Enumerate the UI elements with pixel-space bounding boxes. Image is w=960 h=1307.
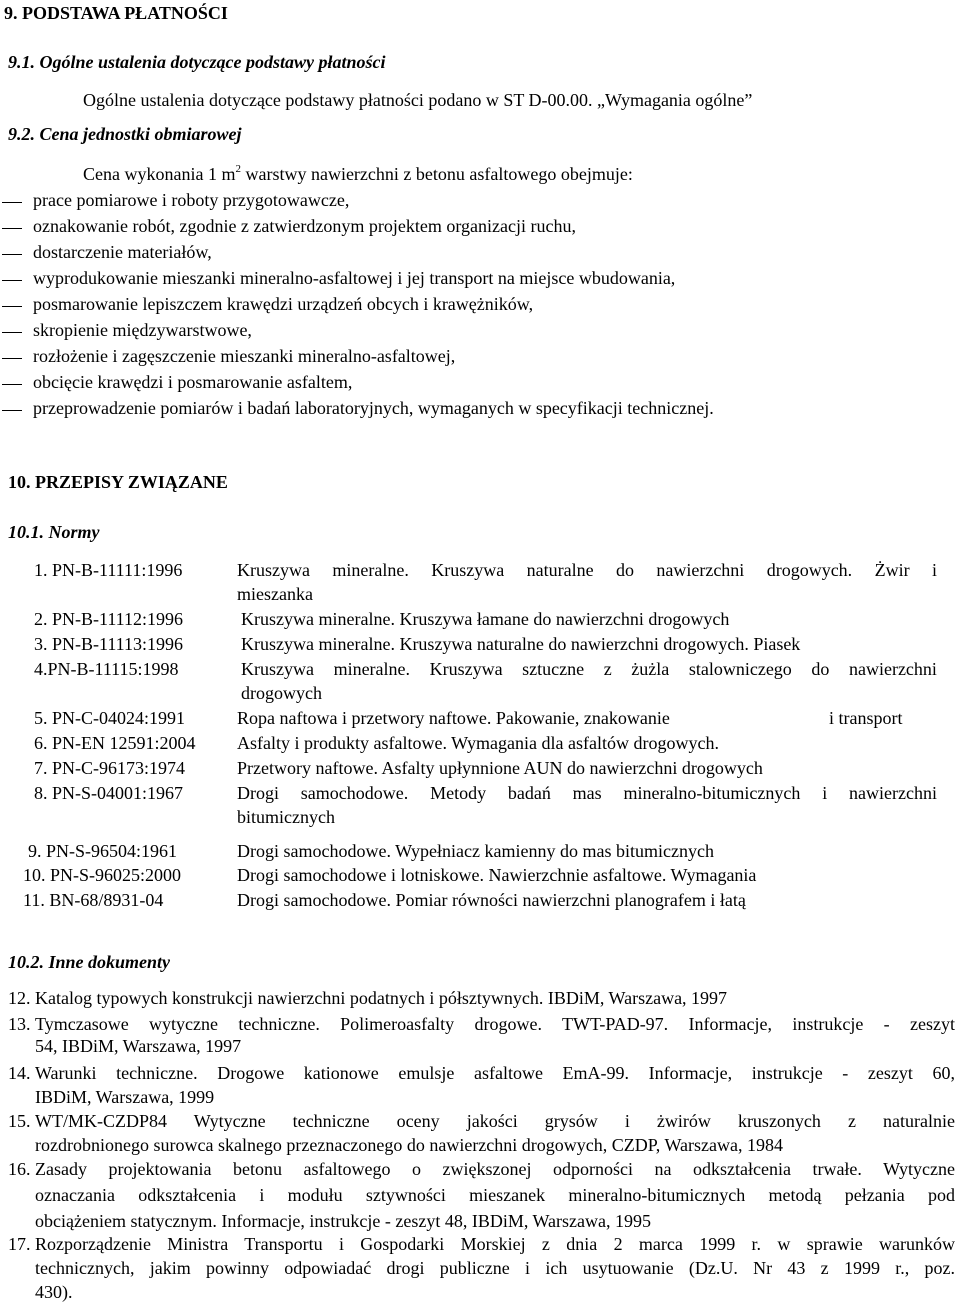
norm-desc-part: sztuczne [522,659,585,679]
doc-text [35,988,955,1010]
norm-number: 6. PN-EN 12591:2004 [34,733,196,753]
dash-bullet [2,384,22,385]
doc-number: 14. [8,1063,31,1083]
doc-line: IBDiM, Warszawa, 1999 [35,1087,215,1107]
doc-line: Zasady projektowania betonu asfaltowego o zwiększonej odporności na odkształcenia trwałe. Wytyczne [35,1159,955,1179]
doc-text [35,1159,955,1237]
norm-description: Kruszywa mineralne. Kruszywa naturalne do nawierzchni drogowych. Piasek [241,634,801,654]
norm-desc-part: Kruszywa [429,659,503,679]
doc-text [35,1111,955,1159]
norm-desc-part: Kruszywa [237,560,310,580]
norm-description [237,560,937,582]
doc-line: Rozporządzenie Ministra Transportu i Gospodarki Morskiej z dnia 2 marca 1999 r. w sprawie warunków [35,1234,955,1254]
norm-desc-part: Żwir [874,560,910,580]
norm-desc-part: Kruszywa [241,659,314,679]
norms-list [0,560,960,910]
norm-number: 2. PN-B-11112:1996 [34,609,184,629]
section-9-1-text: Ogólne ustalenia dotyczące podstawy płatności podano w ST D-00.00. „Wymagania ogólne” [83,90,753,110]
norm-desc-part: naturalne [526,560,594,580]
dash-bullet [2,254,22,255]
section-9-2-heading: 9.2. Cena jednostki obmiarowej [8,124,242,144]
list-item-text: dostarczenie materiałów, [33,242,212,262]
doc-line: technicznych, jakim powinny odpowiadać drogi publiczne i ich usytuowanie (Dz.U. Nr 43 z 1999 r., poz. [35,1258,955,1278]
norm-description: Drogi samochodowe. Pomiar równości nawierzchni planografem i łatą [237,890,746,910]
norm-description: Przetwory naftowe. Asfalty upłynnione AUN do nawierzchni drogowych [237,758,763,778]
price-components-list [0,190,960,430]
norm-desc-part: i [931,560,937,580]
norm-desc-part: mineralne. [332,560,409,580]
norm-description-extra: i transport [829,708,903,728]
intro-text-start: Cena wykonania 1 m [83,164,236,184]
norm-description [237,783,937,805]
list-item-text: posmarowanie lepiszczem krawędzi urządzeń obcych i krawężników, [33,294,534,314]
norm-desc-part: do [811,659,830,679]
norm-number: 4.PN-B-11115:1998 [34,659,179,679]
doc-line: WT/MK-CZDP84 Wytyczne techniczne oceny jakości grysów i żwirów kruszonych z naturalnie [35,1111,955,1131]
norm-desc-part: samochodowe. [300,783,409,803]
norm-desc-part: drogowych. [766,560,853,580]
section-10-1-heading: 10.1. Normy [8,522,100,542]
section-10-heading: 10. PRZEPISY ZWIĄZANE [8,472,228,492]
norm-description: Asfalty i produkty asfaltowe. Wymagania dla asfaltów drogowych. [237,733,719,753]
norm-description: Drogi samochodowe i lotniskowe. Nawierzchnie asfaltowe. Wymagania [237,865,757,885]
dash-bullet [2,202,22,203]
doc-line: rozdrobnionego surowca skalnego przeznaczonego do nawierzchni drogowych, CZDP, Warszawa, 1984 [35,1135,783,1155]
section-10-2-heading: 10.2. Inne dokumenty [8,952,171,972]
norm-desc-part: i [822,783,828,803]
norm-desc-part: Metody [430,783,487,803]
list-item-text: obcięcie krawędzi i posmarowanie asfaltem, [33,372,353,392]
norm-desc-part: mineralne. [333,659,411,679]
norm-number: 9. PN-S-96504:1961 [28,841,178,861]
list-item-text: oznakowanie robót, zgodnie z zatwierdzonym projektem organizacji ruchu, [33,216,576,236]
norm-description: Ropa naftowa i przetwory naftowe. Pakowanie, znakowanie [237,708,670,728]
section-9-1-heading: 9.1. Ogólne ustalenia dotyczące podstawy płatności [8,52,386,72]
doc-line: oznaczania odkształcenia i modułu sztywności mieszanek mineralno-bitumicznych metodą pełzania pod [35,1185,955,1205]
dash-bullet [2,358,22,359]
intro-superscript: 2 [235,163,241,175]
norm-desc-part: do [615,560,634,580]
norm-desc-part: mineralno-bitumicznych [623,783,801,803]
intro-text-end: warstwy nawierzchni z betonu asfaltowego obejmuje: [240,164,633,184]
doc-number: 13. [8,1014,31,1034]
doc-line: Warunki techniczne. Drogowe kationowe emulsje asfaltowe EmA-99. Informacje, instrukcje - zeszyt 60, [35,1063,955,1083]
doc-line: 430). [35,1282,73,1302]
doc-number: 12. [8,988,31,1008]
dash-bullet [2,280,22,281]
dash-bullet [2,228,22,229]
norm-number: 1. PN-B-11111:1996 [34,560,183,580]
norm-number: 11. BN-68/8931-04 [23,890,164,910]
doc-line: Tymczasowe wytyczne techniczne. Polimeroasfalty drogowe. TWT-PAD-97. Informacje, instrukcje - zeszyt [35,1014,955,1034]
norm-description-cont: bitumicznych [237,807,335,827]
norm-description: Drogi samochodowe. Wypełniacz kamienny do mas bitumicznych [237,841,714,861]
dash-bullet [2,306,22,307]
section-9-heading: 9. PODSTAWA PŁATNOŚCI [4,3,228,23]
doc-text [35,1234,955,1306]
doc-number: 15. [8,1111,31,1131]
doc-text [35,1063,955,1111]
norm-number: 7. PN-C-96173:1974 [34,758,186,778]
norm-desc-part: z [603,659,612,679]
list-item-text: skropienie międzywarstwowe, [33,320,252,340]
list-item-text: rozłożenie i zagęszczenie mieszanki mineralno-asfaltowej, [33,346,456,366]
dash-bullet [2,332,22,333]
doc-line: obciążeniem statycznym. Informacje, instrukcje - zeszyt 48, IBDiM, Warszawa, 1995 [35,1211,652,1231]
doc-line: Katalog typowych konstrukcji nawierzchni podatnych i półsztywnych. IBDiM, Warszawa, 1997 [35,988,728,1008]
norm-description: Kruszywa mineralne. Kruszywa łamane do nawierzchni drogowych [241,609,730,629]
norm-desc-part: Kruszywa [431,560,505,580]
doc-number: 16. [8,1159,31,1179]
norm-number: 10. PN-S-96025:2000 [23,865,182,885]
documents-list [0,988,960,1307]
norm-desc-part: stalowniczego [688,659,792,679]
section-9-2-intro [83,164,633,186]
norm-desc-part: mas [572,783,602,803]
dash-bullet [2,410,22,411]
norm-desc-part: nawierzchni [849,783,937,803]
norm-desc-part: Drogi [237,783,279,803]
norm-desc-part: żużla [631,659,670,679]
doc-line: 54, IBDiM, Warszawa, 1997 [35,1036,242,1056]
list-item-text: prace pomiarowe i roboty przygotowawcze, [33,190,350,210]
doc-text [35,1014,955,1058]
doc-number: 17. [8,1234,31,1254]
norm-desc-part: badań [507,783,551,803]
norm-description [241,659,937,681]
norm-number: 5. PN-C-04024:1991 [34,708,186,728]
norm-desc-part: nawierzchni [656,560,745,580]
norm-description-cont: mieszanka [237,584,313,604]
list-item-text: przeprowadzenie pomiarów i badań laboratoryjnych, wymaganych w specyfikacji technicznej. [33,398,714,418]
norm-number: 3. PN-B-11113:1996 [34,634,184,654]
norm-desc-part: nawierzchni [848,659,937,679]
norm-description-cont: drogowych [241,683,322,703]
list-item-text: wyprodukowanie mieszanki mineralno-asfaltowej i jej transport na miejsce wbudowania, [33,268,676,288]
norm-number: 8. PN-S-04001:1967 [34,783,184,803]
